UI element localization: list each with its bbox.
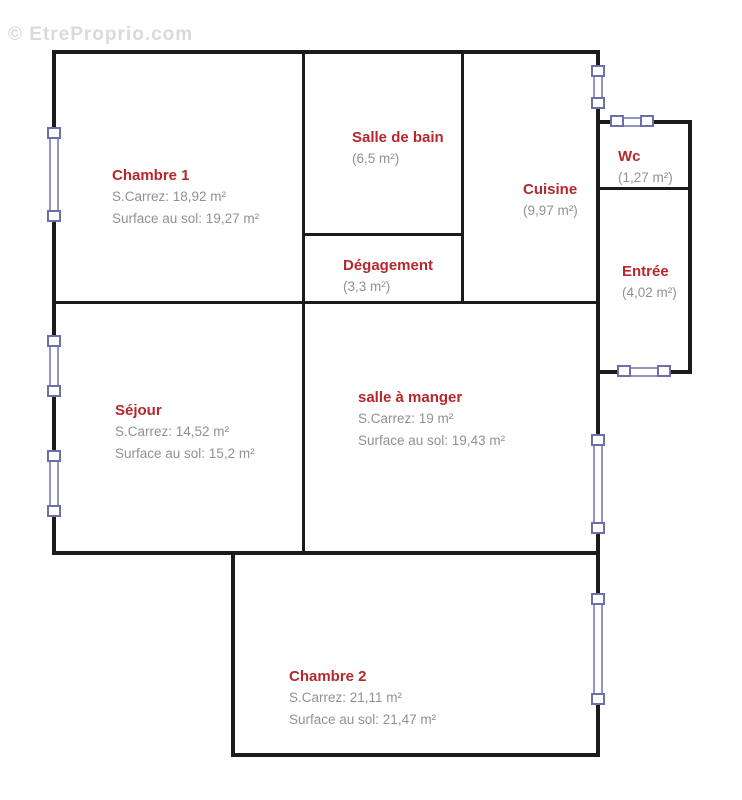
wall-annex-right xyxy=(688,120,692,374)
room-surface: Surface au sol: 19,43 m² xyxy=(358,433,506,448)
window-cap xyxy=(617,365,631,377)
window-rail xyxy=(49,132,59,217)
room-label-salle-de-bain xyxy=(352,128,444,170)
room-label-sejour xyxy=(115,401,255,465)
room-name: Cuisine xyxy=(523,181,578,198)
room-name: salle à manger xyxy=(358,389,463,406)
room-area: (3,3 m²) xyxy=(343,279,391,294)
window-chambre1-left xyxy=(46,127,62,222)
window-cap xyxy=(591,593,605,605)
room-carrez: S.Carrez: 19 m² xyxy=(358,411,454,426)
room-label-salle-a-manger xyxy=(358,388,505,452)
window-cap xyxy=(47,385,61,397)
room-name: Séjour xyxy=(115,402,162,419)
window-cap xyxy=(657,365,671,377)
room-label-degagement xyxy=(343,256,433,298)
room-label-wc xyxy=(618,147,673,189)
room-surface: Surface au sol: 21,47 m² xyxy=(289,712,437,727)
window-entree-bottom xyxy=(617,364,671,380)
room-label-chambre1 xyxy=(112,166,259,230)
window-wc-top xyxy=(610,114,654,130)
room-area: (1,27 m²) xyxy=(618,170,673,185)
room-surface: Surface au sol: 15,2 m² xyxy=(115,446,255,461)
window-cuisine-right xyxy=(590,65,606,109)
room-surface: Surface au sol: 19,27 m² xyxy=(112,211,260,226)
window-rail xyxy=(49,455,59,512)
wall-bathroom-degagement xyxy=(302,233,464,236)
window-cap xyxy=(591,434,605,446)
wall-middle-horizontal xyxy=(52,301,600,304)
room-carrez: S.Carrez: 18,92 m² xyxy=(112,189,227,204)
window-sejour-left-upper xyxy=(46,335,62,397)
room-name: Chambre 1 xyxy=(112,167,190,184)
window-rail xyxy=(593,439,603,529)
room-label-chambre2 xyxy=(289,667,436,731)
room-label-cuisine xyxy=(523,180,578,222)
window-cap xyxy=(591,97,605,109)
wall-chambre2-left xyxy=(231,551,235,757)
room-name: Chambre 2 xyxy=(289,668,367,685)
window-cap xyxy=(47,505,61,517)
room-name: Salle de bain xyxy=(352,129,444,146)
window-cap xyxy=(47,210,61,222)
room-name: Entrée xyxy=(622,263,669,280)
window-cap xyxy=(47,450,61,462)
room-carrez: S.Carrez: 21,11 m² xyxy=(289,690,403,705)
window-cap xyxy=(591,693,605,705)
room-name: Dégagement xyxy=(343,257,434,274)
room-carrez: S.Carrez: 14,52 m² xyxy=(115,424,230,439)
window-cap xyxy=(591,65,605,77)
window-cap xyxy=(47,127,61,139)
watermark: © EtreProprio.com xyxy=(8,24,194,45)
room-area: (6,5 m²) xyxy=(352,151,400,166)
window-rail xyxy=(593,598,603,700)
window-cap xyxy=(47,335,61,347)
window-salle-a-manger-right xyxy=(590,434,606,534)
window-cap xyxy=(640,115,654,127)
window-cap xyxy=(591,522,605,534)
wall-outer-top xyxy=(52,50,600,54)
window-sejour-left-lower xyxy=(46,450,62,517)
wall-chambre2-bottom xyxy=(231,753,600,757)
room-name: Wc xyxy=(618,148,641,165)
room-label-entree xyxy=(622,262,677,304)
window-chambre2-right xyxy=(590,593,606,705)
wall-divider-left-column xyxy=(302,50,305,555)
room-area: (9,97 m²) xyxy=(523,203,578,218)
window-cap xyxy=(610,115,624,127)
room-area: (4,02 m²) xyxy=(622,285,677,300)
wall-divider-bathroom-kitchen xyxy=(461,50,464,304)
wall-sejour-bottom xyxy=(52,551,600,555)
